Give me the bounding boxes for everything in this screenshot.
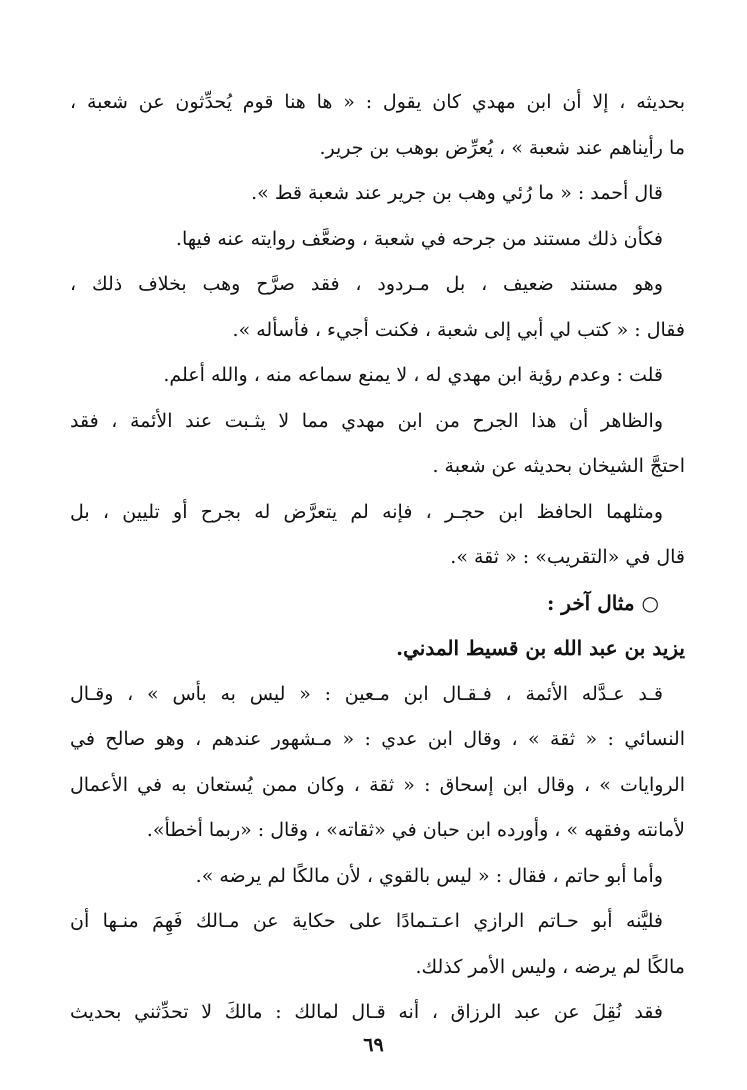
- text-line: قـد عـدَّله الأئمة ، فـقـال ابن مـعين : « ليس به بأس » ، وقـال: [70, 682, 663, 705]
- text-line: فقال : « كتب لي أبي إلى شعبة ، فكنت أجيء ، فأسأله ».: [232, 318, 685, 341]
- text-line: قال أحمد : « ما رُئي وهب بن جرير عند شعبة قط ».: [251, 182, 663, 204]
- text-line: مالكًا لم يرضه ، وليس الأمر كذلك.: [415, 955, 685, 978]
- text-line: وأما أبو حاتم ، فقال : « ليس بالقوي ، لأن مالكًا لم يرضه ».: [195, 864, 663, 887]
- text-line: والظاهر أن هذا الجرح من ابن مهدي مما لا يثـبت عند الأئمة ، فقد: [70, 409, 663, 432]
- body-text: [70, 80, 685, 1036]
- text-line: فكأن ذلك مستند من جرحه في شعبة ، وضعَّف روايته عنه فيها.: [175, 227, 663, 250]
- text-line: لأمانته وفقهه » ، وأورده ابن حبان في «ثقاته» ، وقال : «ربما أخطأ».: [146, 819, 685, 841]
- text-line: بحديثه ، إلا أن ابن مهدي كان يقول : « ها هنا قوم يُحدِّثون عن شعبة ،: [70, 91, 685, 113]
- text-line: الروايات » ، وقال ابن إسحاق : « ثقة ، وكان ممن يُستعان به في الأعمال: [70, 773, 685, 796]
- text-line: قال في «التقريب» : « ثقة ».: [450, 546, 685, 568]
- text-line: قلت : وعدم رؤية ابن مهدي له ، لا يمنع سماعه منه ، والله أعلم.: [163, 364, 663, 386]
- narrator-heading: يزيد بن عبد الله بن قسيط المدني.: [396, 636, 685, 660]
- text-line: احتجَّ الشيخان بحديثه عن شعبة .: [432, 455, 685, 477]
- text-line: وهو مستند ضعيف ، بل مـردود ، فقد صرَّح وهب بخلاف ذلك ،: [70, 273, 663, 295]
- text-line: فليَّنه أبو حـاتم الرازي اعـتـمادًا على حكاية عن مـالك فَهِمَ منـها أن: [70, 910, 663, 932]
- text-line: ومثلهما الحافظ ابن حجـر ، فإنه لم يتعرَّض له بجرح أو تليين ، بل: [70, 500, 663, 523]
- section-heading: ○ مثال آخر :: [546, 590, 659, 615]
- text-line: ما رأيناهم عند شعبة » ، يُعرِّض بوهب بن جرير.: [319, 136, 685, 159]
- text-line: فقد نُقِلَ عن عبد الرزاق ، أنه قـال لمالك : مالكَ لا تحدِّثني بحديث: [70, 1001, 663, 1023]
- text-line: النسائي : « ثقة » ، وقال ابن عدي : « مـشهور عندهم ، وهو صالح في: [70, 728, 685, 750]
- page-number: ٦٩: [363, 1034, 384, 1056]
